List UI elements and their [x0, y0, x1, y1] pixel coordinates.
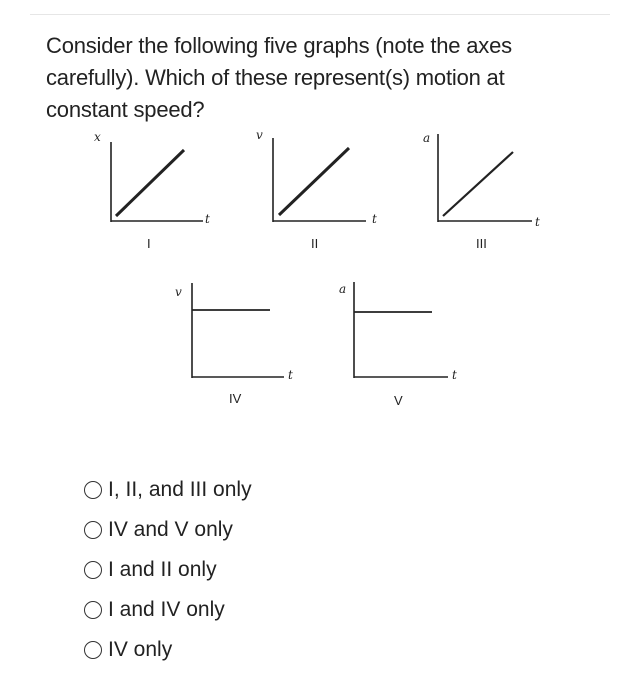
- graph-iv-y-label: v: [175, 285, 182, 299]
- graph-v-y-label: a: [339, 282, 347, 296]
- option-label: IV only: [108, 638, 173, 661]
- option-i-ii[interactable]: [84, 550, 252, 590]
- graph-i-y-label: x: [94, 130, 101, 144]
- graph-iii-x-label: t: [535, 215, 540, 229]
- top-divider: [30, 14, 610, 15]
- graph-ii-x-label: t: [372, 212, 377, 226]
- option-label: I, II, and III only: [108, 478, 252, 501]
- answer-options: [84, 470, 252, 670]
- option-i-iv[interactable]: [84, 590, 252, 630]
- graph-iv-roman: IV: [229, 391, 242, 406]
- graph-ii-curve: [279, 148, 349, 215]
- option-label: I and II only: [108, 558, 217, 581]
- graph-iii-y-label: a: [423, 131, 431, 145]
- option-iv[interactable]: [84, 630, 252, 670]
- graph-iv-x-label: t: [288, 368, 293, 382]
- radio-button-icon[interactable]: [84, 561, 102, 579]
- graph-ii-y-label: v: [256, 128, 263, 142]
- graph-i-roman: I: [147, 236, 151, 251]
- radio-button-icon[interactable]: [84, 641, 102, 659]
- graph-ii-roman: II: [311, 236, 319, 251]
- graph-v-x-label: t: [452, 368, 457, 382]
- graph-i-x-label: t: [205, 212, 210, 226]
- radio-button-icon[interactable]: [84, 601, 102, 619]
- option-i-ii-iii[interactable]: [84, 470, 252, 510]
- graph-iii-curve: [443, 152, 513, 216]
- graph-i-curve: [116, 150, 184, 216]
- option-label: IV and V only: [108, 518, 233, 541]
- graph-iii-roman: III: [476, 236, 487, 251]
- option-iv-v[interactable]: [84, 510, 252, 550]
- radio-button-icon[interactable]: [84, 481, 102, 499]
- radio-button-icon[interactable]: [84, 521, 102, 539]
- option-label: I and IV only: [108, 598, 225, 621]
- graph-v-roman: V: [394, 393, 403, 408]
- question-text: Consider the following five graphs (note the axes carefully). Which of these represent(s) motion at constant speed?: [46, 33, 512, 122]
